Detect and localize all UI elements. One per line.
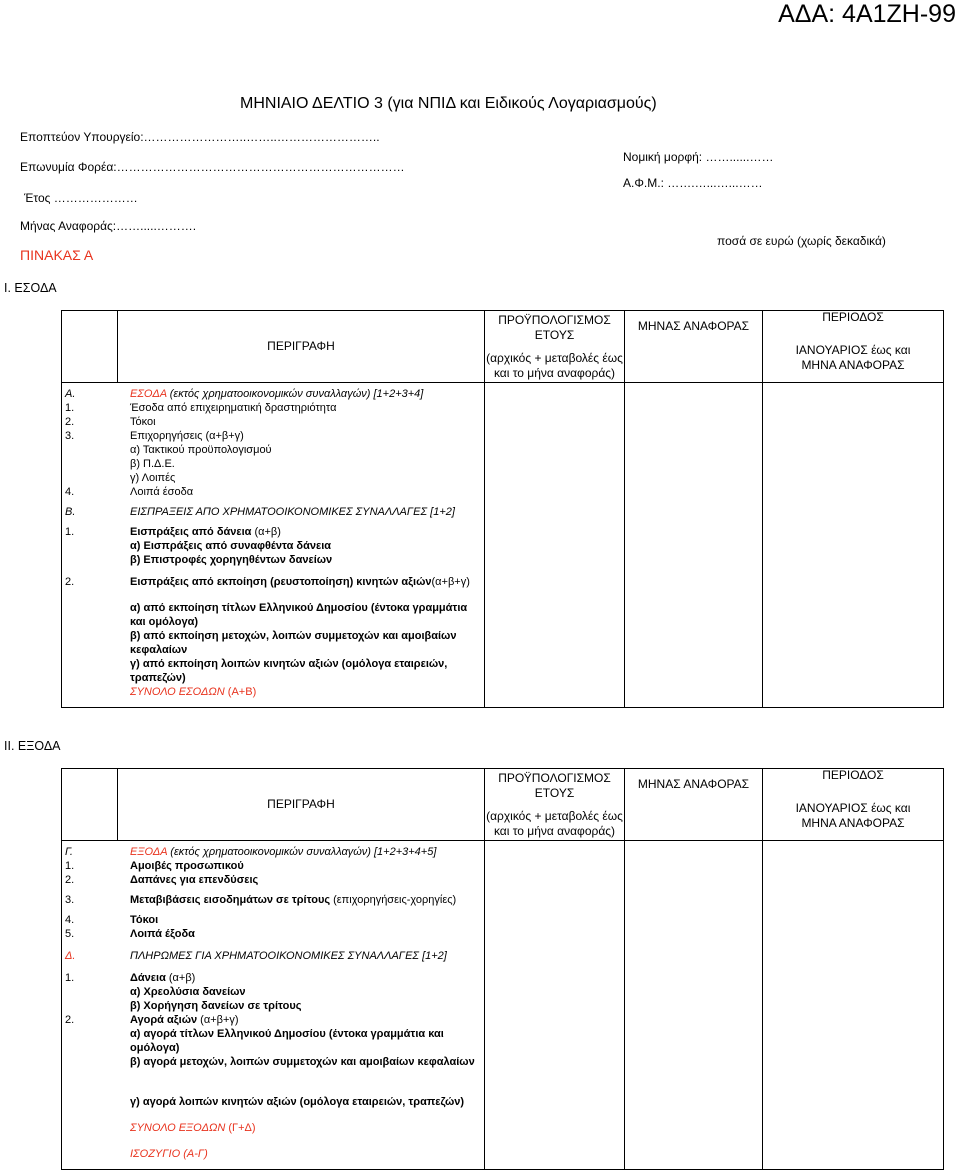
table-row: β) Χορήγηση δανείων σε τρίτους bbox=[130, 1000, 302, 1012]
table-row: γ) αγορά λοιπών κινητών αξιών (ομόλογα εταιρειών, τραπεζών) bbox=[130, 1096, 465, 1108]
revenue-total-row: ΣΥΝΟΛΟ ΕΣΟΔΩΝ (Α+Β) bbox=[130, 686, 257, 698]
page-title: ΜΗΝΙΑΙΟ ΔΕΛΤΙΟ 3 (για ΝΠΙΔ και Ειδικούς Λογαριασμούς) bbox=[240, 95, 657, 112]
table-row: Α. ΕΣΟΔΑ (εκτός χρηματοοικονομικών συναλλαγών) [1+2+3+4] bbox=[65, 388, 424, 400]
budget-header: ΠΡΟΫΠΟΛΟΓΙΣΜΟΣ ΕΤΟΥΣ (αρχικός + μεταβολές έως και το μήνα αναφοράς) bbox=[485, 311, 625, 383]
table-row: 3. Επιχορηγήσεις (α+β+γ) bbox=[65, 430, 244, 442]
expenses-table bbox=[61, 768, 944, 1170]
table-row: β) Π.Δ.Ε. bbox=[130, 458, 175, 470]
table-row: 2. Τόκοι bbox=[65, 416, 156, 428]
expenses-g-label: ΕΞΟΔΑ bbox=[130, 846, 168, 858]
expenses-description-cell bbox=[62, 841, 485, 1170]
table-row: Δ. ΠΛΗΡΩΜΕΣ ΓΙΑ ΧΡΗΜΑΤΟΟΙΚΟΝΟΜΙΚΕΣ ΣΥΝΑΛΛΑΓΕΣ [1+2] bbox=[65, 950, 447, 962]
expenses-period-values bbox=[763, 841, 944, 1170]
table-row: Β. ΕΙΣΠΡΑΞΕΙΣ ΑΠΟ ΧΡΗΜΑΤΟΟΙΚΟΝΟΜΙΚΕΣ ΣΥΝΑΛΛΑΓΕΣ [1+2] bbox=[65, 506, 455, 518]
expenses-total-row: ΣΥΝΟΛΟ ΕΞΟΔΩΝ (Γ+Δ) bbox=[130, 1122, 256, 1134]
ada-code: ΑΔΑ: 4Α1ΖΗ-99 bbox=[778, 0, 956, 28]
table-label: ΠΙΝΑΚΑΣ Α bbox=[20, 247, 94, 263]
table-row: 2. Αγορά αξιών (α+β+γ) bbox=[65, 1014, 239, 1026]
table-row: 1. Δάνεια (α+β) bbox=[65, 972, 196, 984]
table-row: β) Επιστροφές χορηγηθέντων δανείων bbox=[130, 554, 333, 566]
table-row: 3. Μεταβιβάσεις εισοδημάτων σε τρίτους (επιχορηγήσεις-χορηγίες) bbox=[65, 894, 457, 906]
expenses-budget-values bbox=[485, 841, 625, 1170]
table-row: 1. Αμοιβές προσωπικού bbox=[65, 860, 244, 872]
description-header: ΠΕΡΙΓΡΑΦΗ bbox=[118, 311, 485, 383]
table-row: α) Εισπράξεις από συναφθέντα δάνεια bbox=[130, 540, 332, 552]
expenses-header-row bbox=[62, 769, 944, 841]
table-row: 4. Τόκοι bbox=[65, 914, 159, 926]
legal-form-field: Νομική μορφή: ……......…… bbox=[623, 150, 774, 164]
expenses-month-values bbox=[625, 841, 763, 1170]
table-row: γ) από εκποίηση λοιπών κινητών αξιών (ομόλογα εταιρειών, τραπεζών) bbox=[130, 658, 448, 684]
table-row: α) αγορά τίτλων Ελληνικού Δημοσίου (έντοκα γραμμάτια και ομόλογα) bbox=[130, 1028, 444, 1054]
month-header: ΜΗΝΑΣ ΑΝΑΦΟΡΑΣ bbox=[625, 311, 763, 383]
revenue-description-cell bbox=[62, 383, 485, 708]
table-row: Γ. ΕΞΟΔΑ (εκτός χρηματοοικονομικών συναλλαγών) [1+2+3+4+5] bbox=[65, 846, 437, 858]
table-row: 4. Λοιπά έσοδα bbox=[65, 486, 194, 498]
table-row: β) αγορά μετοχών, λοιπών συμμετοχών και αμοιβαίων κεφαλαίων bbox=[130, 1056, 475, 1068]
revenue-a-label: ΕΣΟΔΑ bbox=[130, 388, 167, 400]
table-row: γ) Λοιπές bbox=[130, 472, 176, 484]
table-row: 1. Εισπράξεις από δάνεια (α+β) bbox=[65, 526, 281, 538]
table-row: β) από εκποίηση μετοχών, λοιπών συμμετοχών και αμοιβαίων κεφαλαίων bbox=[130, 630, 457, 656]
table-row: 1. Έσοδα από επιχειρηματική δραστηριότητα bbox=[65, 402, 337, 414]
table-row: 2. Εισπράξεις από εκποίηση (ρευστοποίηση) κινητών αξιών(α+β+γ) bbox=[65, 576, 470, 588]
period-header: ΠΕΡΙΟΔΟΣ ΙΑΝΟΥΑΡΙΟΣ έως και ΜΗΝΑ ΑΝΑΦΟΡΑΣ bbox=[763, 769, 944, 841]
revenue-month-values bbox=[625, 383, 763, 708]
revenue-table bbox=[61, 310, 944, 708]
reference-month: Μήνας Αναφοράς:…….....………. bbox=[20, 219, 197, 233]
supervising-ministry: Εποπτεύον Υπουργείο:……………………..……..…………………….. bbox=[20, 130, 380, 144]
month-header: ΜΗΝΑΣ ΑΝΑΦΟΡΑΣ bbox=[625, 769, 763, 841]
afm-field: Α.Φ.Μ.: …….…...…...…… bbox=[623, 176, 763, 190]
amounts-note: ποσά σε ευρώ (χωρίς δεκαδικά) bbox=[717, 234, 886, 248]
description-header: ΠΕΡΙΓΡΑΦΗ bbox=[118, 769, 485, 841]
budget-header: ΠΡΟΫΠΟΛΟΓΙΣΜΟΣ ΕΤΟΥΣ (αρχικός + μεταβολές έως και το μήνα αναφοράς) bbox=[485, 769, 625, 841]
revenue-header-row bbox=[62, 311, 944, 383]
table-row: 5. Λοιπά έξοδα bbox=[65, 928, 195, 940]
year-field: Έτος ………………… bbox=[24, 191, 138, 205]
table-row: 2. Δαπάνες για επενδύσεις bbox=[65, 874, 259, 886]
revenue-section-title: I. ΕΣΟΔΑ bbox=[4, 281, 57, 295]
period-header: ΠΕΡΙΟΔΟΣ ΙΑΝΟΥΑΡΙΟΣ έως και ΜΗΝΑ ΑΝΑΦΟΡΑΣ bbox=[763, 311, 944, 383]
revenue-period-values bbox=[763, 383, 944, 708]
table-row: α) από εκποίηση τίτλων Ελληνικού Δημοσίου (έντοκα γραμμάτια και ομόλογα) bbox=[130, 602, 468, 628]
table-row: α) Τακτικού προϋπολογισμού bbox=[130, 444, 272, 456]
expenses-section-title: II. ΕΞΟΔΑ bbox=[4, 739, 61, 753]
entity-name: Επωνυμία Φορέα:……………………………………………………………… bbox=[20, 160, 405, 174]
table-row: α) Χρεολύσια δανείων bbox=[130, 986, 246, 998]
balance-row: ΙΣΟΖΥΓΙΟ (Α-Γ) bbox=[130, 1148, 208, 1160]
revenue-budget-values bbox=[485, 383, 625, 708]
